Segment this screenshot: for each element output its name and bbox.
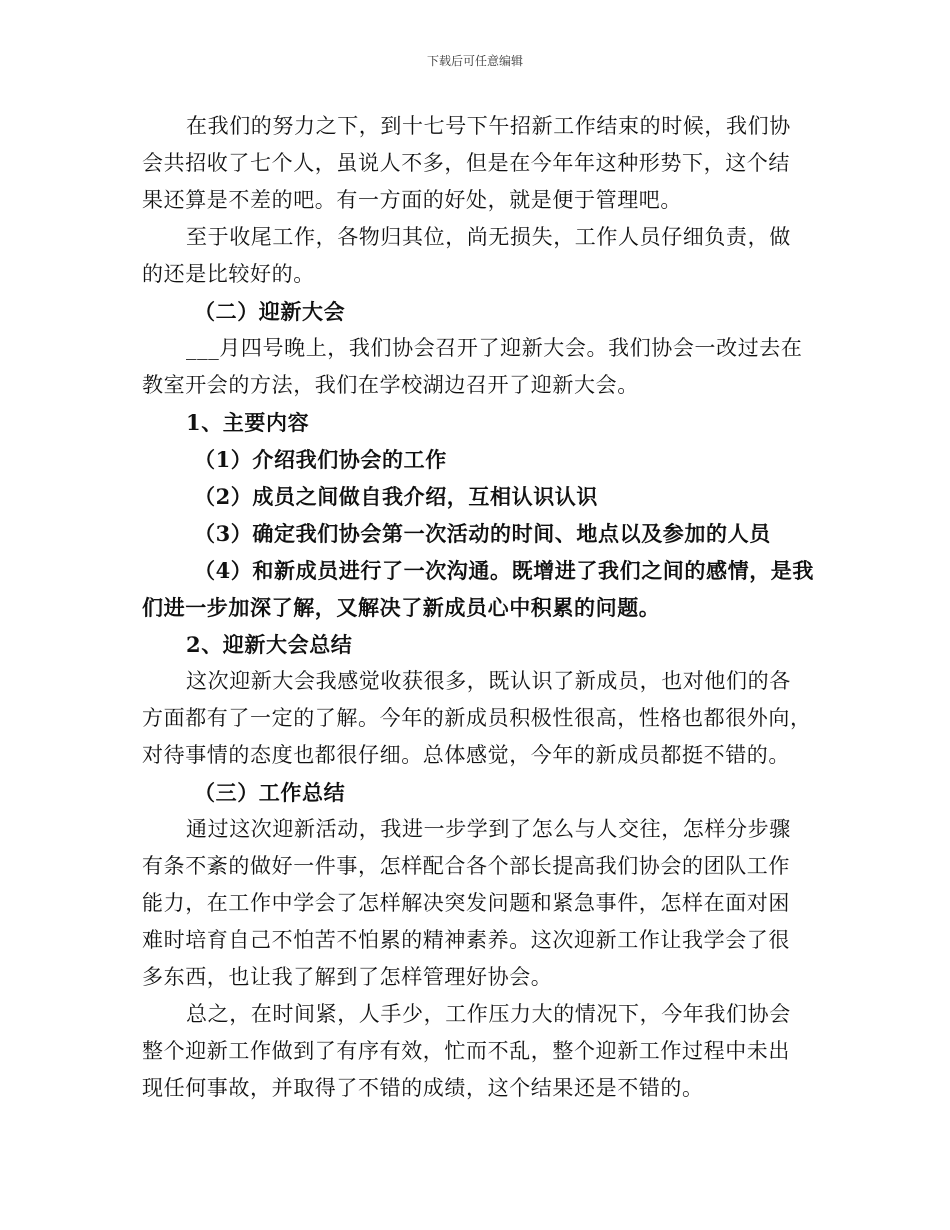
paragraph-line: 现任何事故，并取得了不错的成绩，这个结果还是不错的。 <box>142 1076 704 1100</box>
paragraph-line: 总之，在时间紧，人手少，工作压力大的情况下，今年我们协会 <box>186 1002 791 1026</box>
paragraph-line: 对待事情的态度也都很仔细。总体感觉，今年的新成员都挺不错的。 <box>142 743 790 767</box>
paragraph-line: 教室开会的方法，我们在学校湖边召开了迎新大会。 <box>142 373 639 397</box>
heading-line: 2、迎新大会总结 <box>186 632 353 657</box>
heading-line: （三）工作总结 <box>194 780 346 805</box>
paragraph-line: 的还是比较好的。 <box>142 262 315 286</box>
heading-line: （3）确定我们协会第一次活动的时间、地点以及参加的人员 <box>194 521 771 546</box>
heading-line: （4）和新成员进行了一次沟通。既增进了我们之间的感情，是我 <box>194 558 815 583</box>
document-body <box>142 108 822 1107</box>
paragraph-line: 方面都有了一定的了解。今年的新成员积极性很高，性格也都很外向， <box>142 706 812 730</box>
paragraph-line: 在我们的努力之下，到十七号下午招新工作结束的时候，我们协 <box>186 114 791 138</box>
heading-line: （二）迎新大会 <box>194 299 346 324</box>
heading-line: 们进一步加深了解，又解决了新成员心中积累的问题。 <box>142 595 661 620</box>
paragraph-line: 通过这次迎新活动，我进一步学到了怎么与人交往，怎样分步骤 <box>186 817 791 841</box>
paragraph-line: 这次迎新大会我感觉收获很多，既认识了新成员，也对他们的各 <box>186 669 791 693</box>
heading-line: （1）介绍我们协会的工作 <box>194 447 447 472</box>
paragraph-line: 会共招收了七个人，虽说人不多，但是在今年年这种形势下，这个结 <box>142 151 790 175</box>
paragraph-line: 果还算是不差的吧。有一方面的好处，就是便于管理吧。 <box>142 188 682 212</box>
paragraph-line: 难时培育自己不怕苦不怕累的精神素养。这次迎新工作让我学会了很 <box>142 928 790 952</box>
paragraph-line: 整个迎新工作做到了有序有效，忙而不乱，整个迎新工作过程中未出 <box>142 1039 790 1063</box>
paragraph-line: 能力，在工作中学会了怎样解决突发问题和紧急事件，怎样在面对困 <box>142 891 790 915</box>
heading-line: （2）成员之间做自我介绍，互相认识认识 <box>194 484 599 509</box>
paragraph-line: 多东西，也让我了解到了怎样管理好协会。 <box>142 965 553 989</box>
paragraph-line: 至于收尾工作，各物归其位，尚无损失，工作人员仔细负责，做 <box>186 225 791 249</box>
paragraph-line: 有条不紊的做好一件事，怎样配合各个部长提高我们协会的团队工作 <box>142 854 790 878</box>
page-header: 下载后可任意编辑 <box>426 54 523 68</box>
paragraph-line: ___月四号晚上，我们协会召开了迎新大会。我们协会一改过去在 <box>186 336 803 360</box>
heading-line: 1、主要内容 <box>186 410 310 435</box>
